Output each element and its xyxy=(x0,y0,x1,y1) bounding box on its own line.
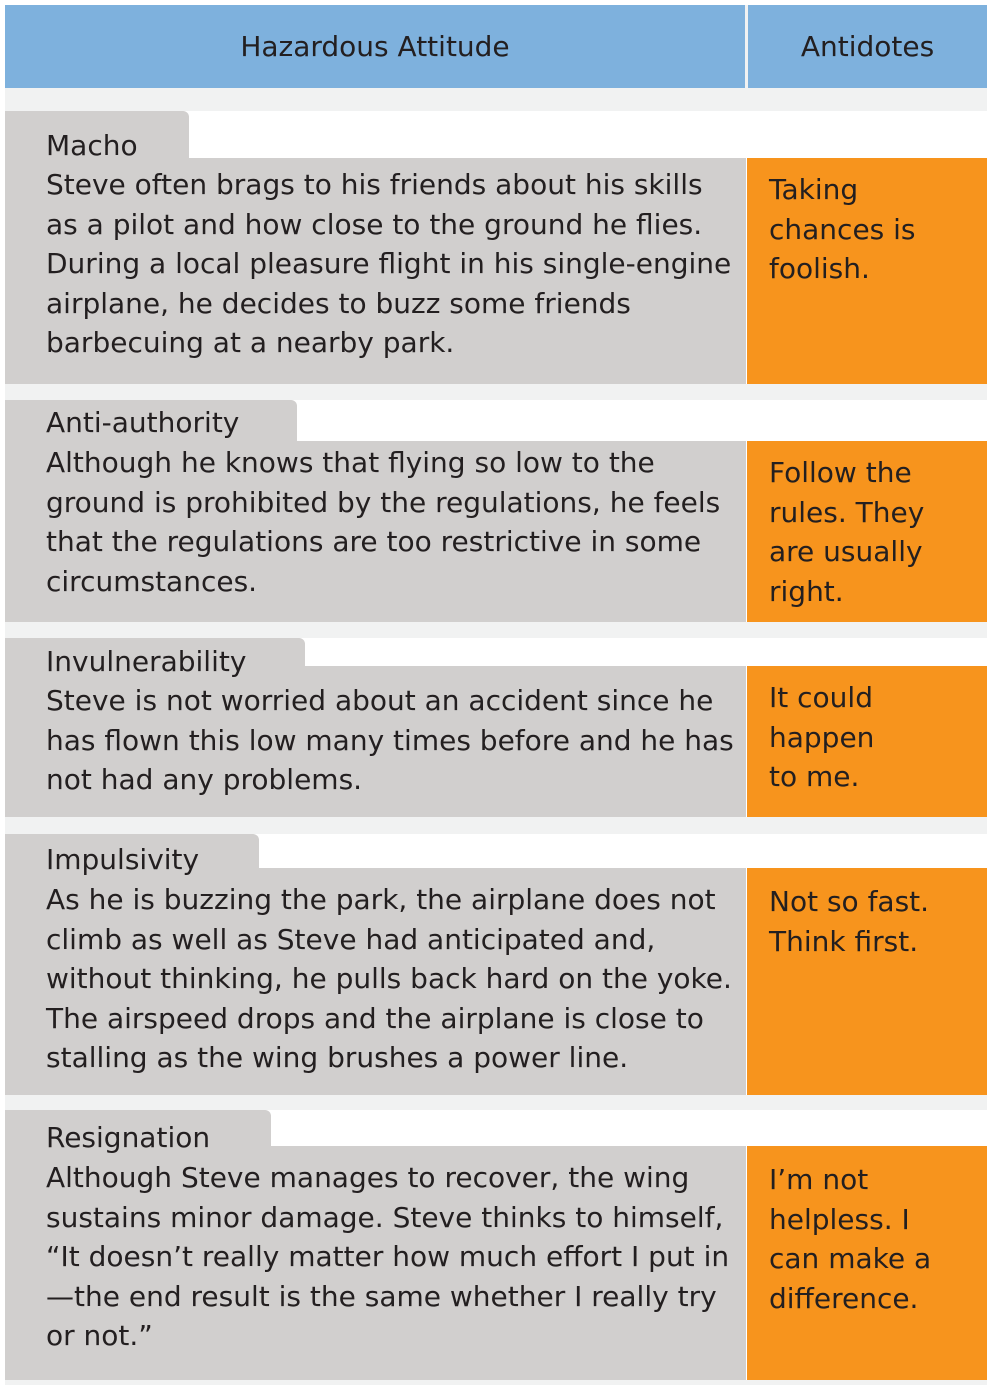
antidote-text: It could happen to me. xyxy=(769,681,875,793)
attitude-name: Invulnerability xyxy=(46,645,247,678)
antidote-text: Taking chances is foolish. xyxy=(769,173,916,285)
row-separator xyxy=(5,622,987,638)
table-row xyxy=(0,400,992,622)
scenario-text: Although he knows that flying so low to the ground is prohibited by the regulations, he feels that the regulations are too restrictive in some circumstances. xyxy=(46,446,721,598)
scenario-text: Although Steve manages to recover, the wing sustains minor damage. Steve thinks to himself, “It doesn’t really matter how much effort I put in—the end result is the same whether I really try or not.” xyxy=(46,1161,730,1352)
attitude-name: Impulsivity xyxy=(46,843,200,876)
row-separator xyxy=(5,384,987,400)
antidote-cell xyxy=(747,1146,987,1380)
scenario-text: Steve often brags to his friends about his skills as a pilot and how close to the ground he flies. During a local pleasure flight in his single-engine airplane, he decides to buzz some friends barbecuing at a nearby park. xyxy=(46,168,732,359)
row-separator xyxy=(5,88,987,111)
row-separator xyxy=(5,1380,987,1385)
attitude-name: Macho xyxy=(46,129,138,162)
antidote-cell xyxy=(747,666,987,817)
antidote-text: Follow the rules. They are usually right. xyxy=(769,456,925,608)
scenario-text: As he is buzzing the park, the airplane does not climb as well as Steve had anticipated and, without thinking, he pulls back hard on the yoke. The airspeed drops and the airplane is close to stalling as the wing brushes a power line. xyxy=(46,883,732,1074)
antidote-cell xyxy=(747,158,987,384)
antidote-text: Not so fast. Think first. xyxy=(769,885,930,958)
antidote-cell xyxy=(747,868,987,1095)
table-row xyxy=(0,111,992,384)
antidote-text: I’m not helpless. I can make a difference. xyxy=(769,1163,932,1315)
row-separator xyxy=(5,817,987,834)
row-separator xyxy=(5,1095,987,1110)
scenario-text: Steve is not worried about an accident since he has flown this low many times before and he has not had any problems. xyxy=(46,684,734,796)
antidote-cell xyxy=(747,441,987,622)
header-hazardous-attitude: Hazardous Attitude xyxy=(5,5,745,88)
header-antidotes: Antidotes xyxy=(748,5,987,88)
table-row xyxy=(0,1110,992,1380)
attitude-name: Anti-authority xyxy=(46,406,240,439)
attitude-name: Resignation xyxy=(46,1121,211,1154)
table-row xyxy=(0,638,992,817)
table-row xyxy=(0,834,992,1095)
